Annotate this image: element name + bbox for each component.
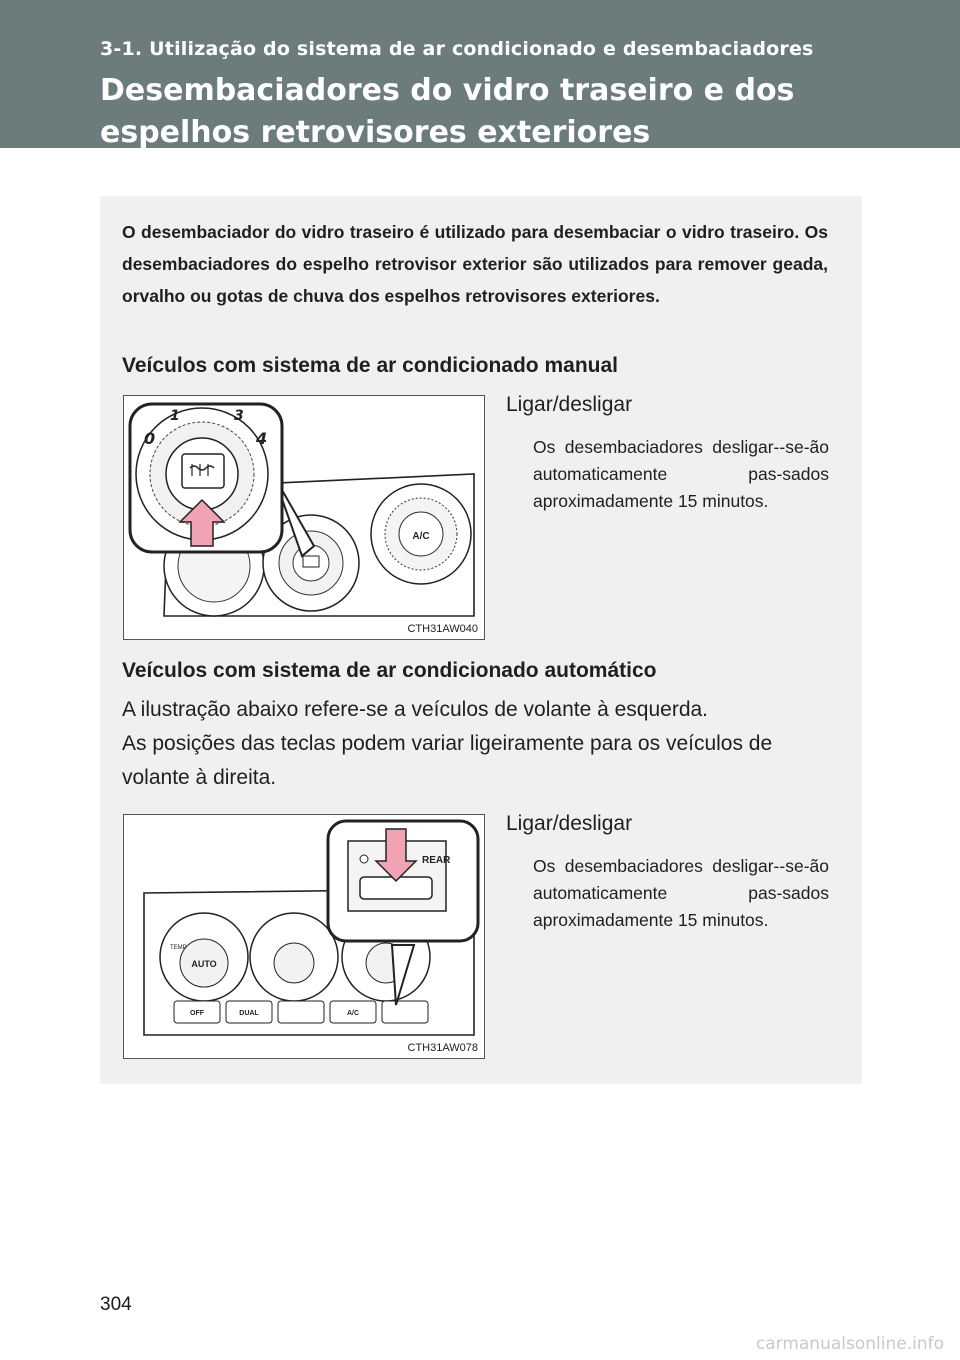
auto-item-note: Os desembaciadores desligar--se-ão automaticamente pas-sados aproximadamente 15 minutos. <box>533 856 829 930</box>
button-row <box>174 1001 428 1023</box>
manual-item-label: Ligar/desligar <box>506 393 633 416</box>
auto-ac-heading: Veículos com sistema de ar condicionado automático <box>122 659 657 682</box>
figure-code-auto: CTH31AW078 <box>407 1042 478 1054</box>
intro-paragraph: O desembaciador do vidro traseiro é utilizado para desembaciar o vidro traseiro. Os desembaciadores do espelho retrovisor exterior são utilizados para remover geada, orvalho ou gotas de chuva dos espelhos retrovisores exteriores. <box>122 222 828 306</box>
ac-button-label: A/C <box>346 1010 360 1017</box>
dial-number-3: 3 <box>234 408 244 424</box>
auto-ac-figure <box>123 814 485 1059</box>
dial-number-4: 4 <box>256 429 268 448</box>
auto-item-label: Ligar/desligar <box>506 812 633 835</box>
page-header <box>0 0 960 148</box>
dial-number-0: 0 <box>144 429 156 448</box>
auto-ac-paragraph-1: A ilustração abaixo refere-se a veículos de volante à esquerda. <box>122 698 709 721</box>
figure-code: CTH31AW040 <box>407 623 478 635</box>
watermark: carmanualsonline.info <box>755 1334 944 1354</box>
auto-label: AUTO <box>191 959 217 969</box>
temp-label: TEMP <box>170 945 187 951</box>
page-title: Desembaciadores do vidro traseiro e dos espelhos retrovisores exteriores <box>100 73 795 150</box>
manual-ac-figure <box>123 395 485 640</box>
off-button-label: OFF <box>190 1010 204 1017</box>
rear-label: REAR <box>422 855 451 866</box>
auto-ac-illustration <box>124 815 485 1059</box>
section-title: 3-1. Utilização do sistema de ar condicionado e desembaciadores <box>100 38 814 60</box>
manual-item-note: Os desembaciadores desligar--se-ão automaticamente pas-sados aproximadamente 15 minutos. <box>533 437 829 511</box>
page-number: 304 <box>100 1294 132 1315</box>
auto-ac-paragraph-2: As posições das teclas podem variar ligeiramente para os veículos de volante à direita. <box>122 732 773 789</box>
manual-ac-heading: Veículos com sistema de ar condicionado manual <box>122 354 618 377</box>
rear-defogger-button <box>182 454 224 488</box>
manual-ac-illustration <box>124 396 485 640</box>
dial-number-1: 1 <box>170 408 180 424</box>
ac-label: A/C <box>412 531 430 542</box>
dual-button-label: DUAL <box>239 1010 259 1017</box>
